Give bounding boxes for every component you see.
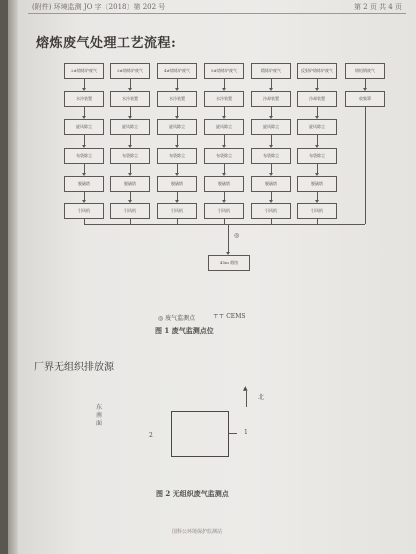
flow-connector: [317, 192, 318, 200]
flow-connector: [130, 164, 131, 173]
flow-node: 水冷装置: [157, 91, 197, 107]
flow-node: 水冷装置: [110, 91, 150, 107]
flow-connector: [130, 79, 131, 88]
flow-node: 脱硫塔: [204, 176, 244, 192]
flow-connector: [84, 107, 85, 116]
flow-connector: [177, 107, 178, 116]
header-left: (附件) 环境监测 JO 字〔2018〕第 202 号: [32, 3, 166, 11]
flow-node: 旋风除尘: [64, 119, 104, 135]
flow-node: 水冷装置: [204, 91, 244, 107]
flow-node: 2#熔炼炉废气: [64, 63, 104, 79]
flow-connector: [317, 135, 318, 145]
flow-connector: [224, 135, 225, 145]
flow-connector: [177, 79, 178, 88]
cems-icon: ⊤⊤: [213, 313, 225, 320]
monitoring-point-icon: ◎: [158, 315, 164, 322]
flow-node: 布袋除尘: [157, 148, 197, 164]
header-rule: [28, 13, 406, 14]
site-boundary: [171, 411, 229, 457]
flow-node: 布袋除尘: [251, 148, 291, 164]
flow-connector: [177, 164, 178, 173]
header-right: 第 2 页 共 4 页: [353, 3, 402, 11]
flow-node: 旋风除尘: [110, 119, 150, 135]
flow-node: 布袋除尘: [297, 148, 337, 164]
flow-node: 引风机: [110, 203, 150, 219]
site-side-label: 东南面: [96, 404, 103, 427]
flow-connector: [224, 79, 225, 88]
flow-connector: [130, 107, 131, 116]
flow-node: 引风机: [64, 203, 104, 219]
flow-node: 3#熔炼炉废气: [110, 63, 150, 79]
figure-1-caption: 图 1 废气监测点位: [155, 326, 214, 335]
flow-connector: [317, 79, 318, 88]
flow-node: 脱硫塔: [64, 176, 104, 192]
collector-main-line: [84, 224, 365, 225]
flow-connector: [271, 164, 272, 173]
flow-connector: [271, 107, 272, 116]
flow-node: 脱硫塔: [157, 176, 197, 192]
flow-connector: [224, 107, 225, 116]
legend-cems-label: CEMS: [226, 313, 246, 320]
site-point-1-marker: [229, 433, 237, 434]
stack-node: 45m 烟囱: [208, 255, 250, 271]
flow-node: 布袋除尘: [64, 148, 104, 164]
flow-connector: [271, 135, 272, 145]
collector-drop-line: [365, 107, 366, 224]
flow-node: 反射炉熔炼炉废气: [297, 63, 337, 79]
flow-connector: [177, 192, 178, 200]
process-title: 熔炼废气处理工艺流程:: [36, 36, 177, 51]
flow-connector: [224, 192, 225, 200]
flow-node: 布袋除尘: [110, 148, 150, 164]
flow-node: 4#熔炼炉废气: [157, 63, 197, 79]
flow-connector: [317, 107, 318, 116]
monitoring-point-icon: ◎: [234, 232, 240, 239]
flow-connector: [365, 79, 366, 88]
section-2-title: 厂界无组织排放源: [34, 362, 114, 373]
site-point-1: 1: [244, 429, 248, 436]
flow-node: 5#熔炼炉废气: [204, 63, 244, 79]
flow-node: 脱硫塔: [297, 176, 337, 192]
flow-node: 布袋除尘: [204, 148, 244, 164]
flow-node: 精炼炉废气: [251, 63, 291, 79]
flow-node: 脱硫塔: [110, 176, 150, 192]
legend-monitoring-point: [158, 313, 195, 322]
north-arrow-shaft: [246, 391, 247, 407]
flow-node: 水冷装置: [64, 91, 104, 107]
page-footer: 国科公环境保护监测站: [172, 529, 223, 535]
flow-connector: [130, 135, 131, 145]
flow-node: 旋风除尘: [251, 119, 291, 135]
legend-cems: [213, 313, 245, 320]
north-arrow-icon: ▲: [243, 385, 248, 392]
legend-point-label: 废气监测点: [165, 315, 196, 322]
flow-connector: [84, 135, 85, 145]
flow-node: 引风机: [157, 203, 197, 219]
flow-connector: [224, 164, 225, 173]
flow-connector: [271, 192, 272, 200]
flow-connector: [177, 135, 178, 145]
flow-node: 冷却装置: [251, 91, 291, 107]
flow-node: 旋风除尘: [297, 119, 337, 135]
flow-connector: [84, 192, 85, 200]
flow-node: 冷却装置: [297, 91, 337, 107]
flow-node: 熔铅锅废气: [345, 63, 385, 79]
page-spine: [8, 0, 18, 554]
flow-connector: [84, 79, 85, 88]
flow-node: 引风机: [251, 203, 291, 219]
flow-node: 旋风除尘: [204, 119, 244, 135]
flow-connector: [130, 192, 131, 200]
stack-trunk-line: [228, 224, 229, 254]
flow-node: 旋风除尘: [157, 119, 197, 135]
flow-connector: [84, 164, 85, 173]
figure-2-caption: 图 2 无组织废气监测点: [156, 489, 229, 498]
flow-node: 引风机: [297, 203, 337, 219]
flow-node: 脱硫塔: [251, 176, 291, 192]
site-point-2: 2: [149, 432, 153, 439]
flow-connector: [271, 79, 272, 88]
north-label: 北: [258, 394, 265, 401]
flow-connector: [317, 164, 318, 173]
flow-node: 收集罩: [345, 91, 385, 107]
document-page: [8, 0, 416, 554]
flow-node: 引风机: [204, 203, 244, 219]
